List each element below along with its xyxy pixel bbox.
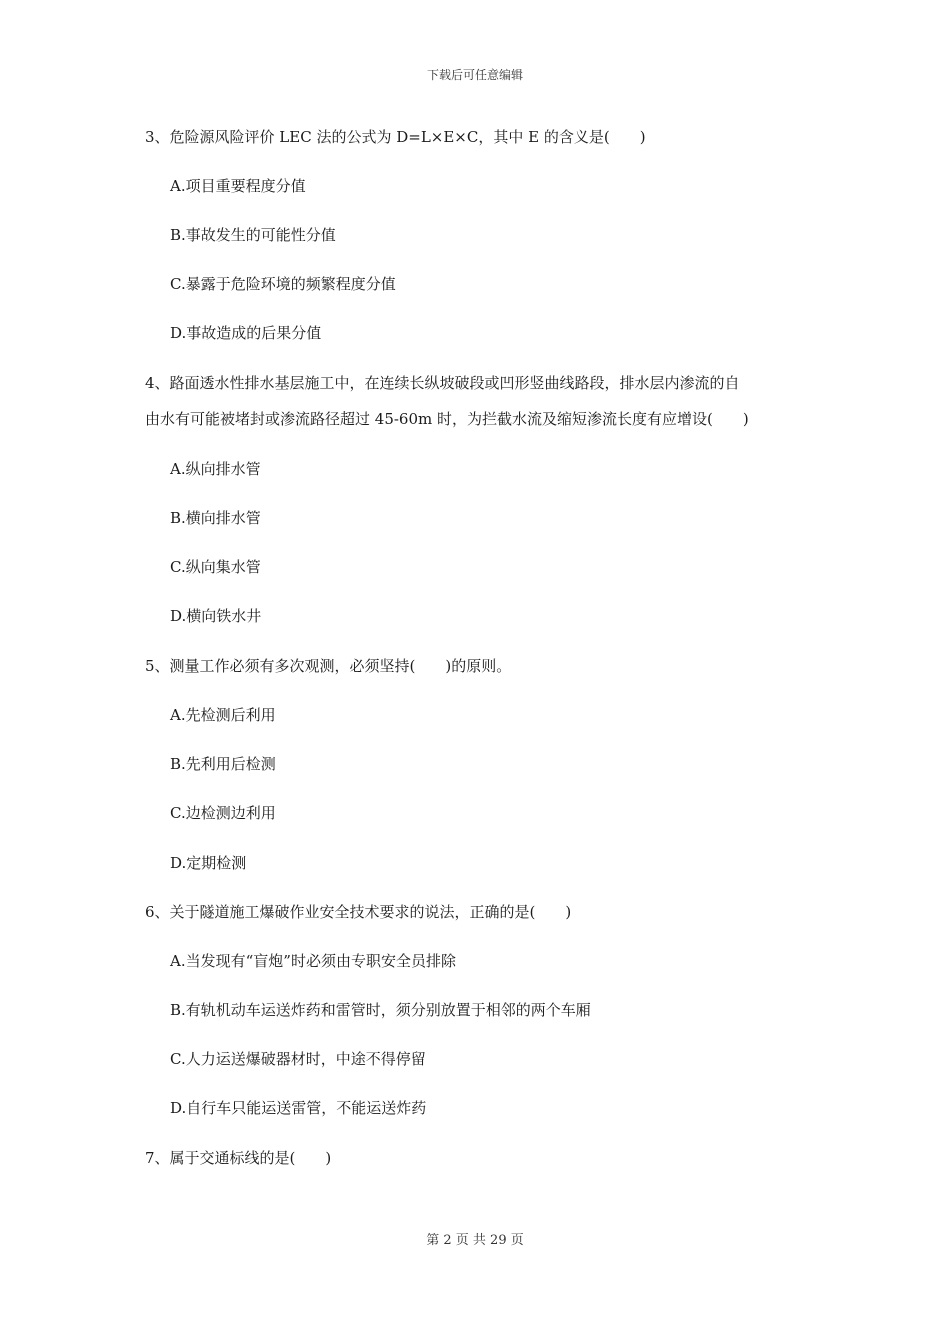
question-3-option-c: C.暴露于危险环境的频繁程度分值 [170, 275, 396, 293]
question-5-option-a: A.先检测后利用 [170, 706, 276, 724]
page-header: 下载后可任意编辑 [426, 68, 523, 82]
question-5-option-d: D.定期检测 [170, 854, 247, 872]
question-6-option-a: A.当发现有“盲炮”时必须由专职安全员排除 [170, 952, 456, 970]
question-3-option-d: D.事故造成的后果分值 [170, 324, 322, 342]
question-4-option-a: A.纵向排水管 [170, 460, 261, 478]
question-4-option-d: D.横向铁水井 [170, 607, 262, 625]
question-4-option-c: C.纵向集水管 [170, 558, 261, 576]
question-7-text: 7、属于交通标线的是( ) [145, 1149, 332, 1167]
question-5-text: 5、测量工作必须有多次观测，必须坚持( )的原则。 [145, 657, 512, 675]
question-4-text-line-2: 由水有可能被堵封或渗流路径超过 45-60m 时，为拦截水流及缩短渗流长度有应增设( ) [145, 410, 749, 428]
question-3-text: 3、危险源风险评价 LEC 法的公式为 D=L×E×C，其中 E 的含义是( ) [145, 128, 646, 146]
question-6-option-d: D.自行车只能运送雷管，不能运送炸药 [170, 1099, 427, 1117]
question-5-option-b: B.先利用后检测 [170, 755, 276, 773]
page-footer: 第 2 页 共 29 页 [426, 1233, 524, 1248]
question-5-option-c: C.边检测边利用 [170, 804, 276, 822]
question-3-option-a: A.项目重要程度分值 [170, 177, 306, 195]
question-6-option-c: C.人力运送爆破器材时，中途不得停留 [170, 1050, 426, 1068]
question-6-text: 6、关于隧道施工爆破作业安全技术要求的说法，正确的是( ) [145, 903, 572, 921]
question-4-text-line-1: 4、路面透水性排水基层施工中，在连续长纵坡破段或凹形竖曲线路段，排水层内渗流的自 [145, 374, 740, 392]
question-3-option-b: B.事故发生的可能性分值 [170, 226, 336, 244]
question-4-option-b: B.横向排水管 [170, 509, 261, 527]
question-6-option-b: B.有轨机动车运送炸药和雷管时，须分别放置于相邻的两个车厢 [170, 1001, 591, 1019]
